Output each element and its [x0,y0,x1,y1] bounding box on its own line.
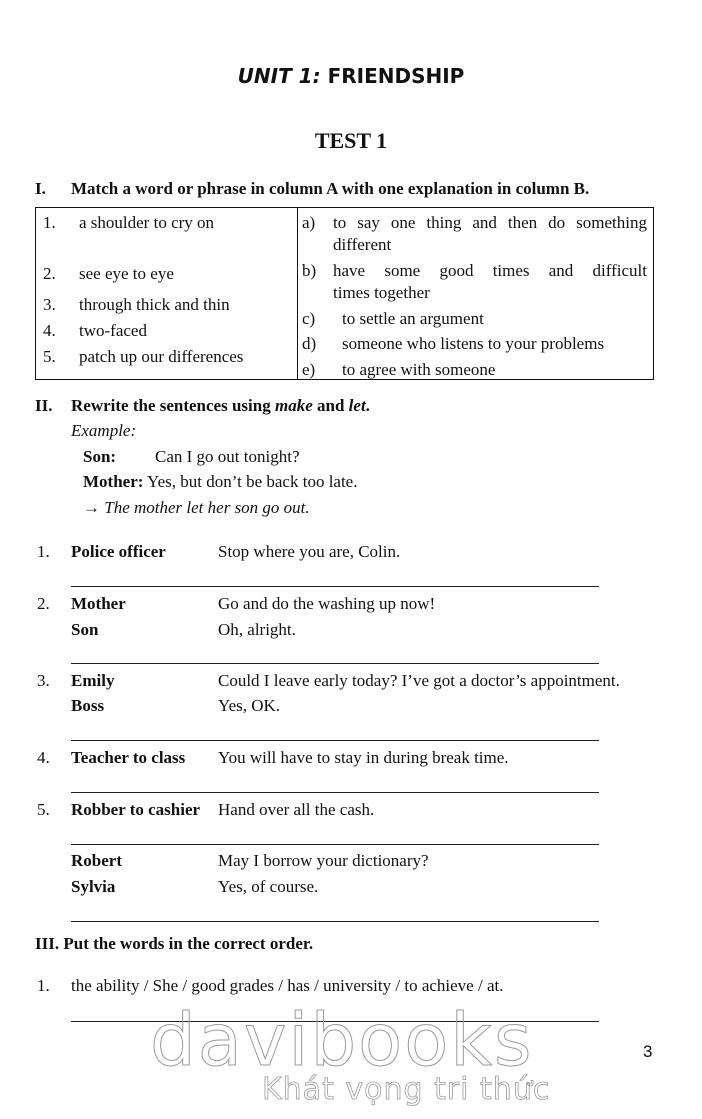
section-1-instruction: Match a word or phrase in column A with one explanation in column B. [71,179,590,198]
example-line [83,472,357,492]
test-title: TEST 1 [314,128,388,153]
matching-table [35,207,654,380]
item-text: two-faced [79,321,147,340]
item-number: 3. [43,295,56,314]
section-3-instruction: Put the words in the correct order. [63,934,314,953]
column-b-item [302,333,647,355]
answer-line[interactable] [71,792,599,793]
dialogue-line: Could I leave early today? I’ve got a doctor’s appointment. [218,671,620,690]
dialogue-speaker: Son [71,620,99,639]
column-b-item [302,359,647,381]
section-3-number: III. [35,934,60,953]
item-letter: a) [302,213,316,232]
item-text: to settle an argument [342,309,484,328]
item-text: see eye to eye [79,264,174,283]
question-number: 3. [37,671,50,690]
item-text: to agree with someone [342,360,496,379]
question-number: 1. [37,976,50,995]
instruction-text: and [312,396,349,415]
instruction-text: Rewrite the sentences using [71,396,275,415]
column-b-item [302,212,647,256]
example-label: Example: [71,421,137,440]
example-answer: → The mother let her son go out. [83,498,310,517]
question-number: 1. [37,542,50,561]
item-letter: c) [302,309,316,328]
example-text: Yes, but don’t be back too late. [147,472,358,491]
item-text: a shoulder to cry on [79,213,215,232]
dialogue-speaker: Sylvia [71,877,116,896]
example-line [83,447,299,467]
section-1-heading [35,179,589,199]
watermark-slogan: Khát vọng tri thức [262,1072,551,1107]
dialogue-line: Hand over all the cash. [218,800,375,819]
unit-prefix: UNIT 1: [237,64,321,88]
dialogue-line: Yes, OK. [218,696,281,715]
section-1-number: I. [35,179,46,198]
dialogue-line: Stop where you are, Colin. [218,542,401,561]
dialogue-speaker: Robert [71,851,122,870]
answer-line[interactable] [71,844,599,845]
unit-name: FRIENDSHIP [327,64,465,88]
dialogue-speaker: Emily [71,671,115,690]
instruction-keyword-let: let [348,396,366,415]
item-number: 1. [43,213,56,232]
section-2-heading [35,396,370,416]
dialogue-line: Oh, alright. [218,620,296,639]
item-letter: d) [302,334,317,353]
example-text: Can I go out tonight? [155,447,300,466]
answer-line[interactable] [71,921,599,922]
dialogue-line: Yes, of course. [218,877,319,896]
item-number: 2. [43,264,56,283]
question-number: 2. [37,594,50,613]
answer-line[interactable] [71,740,599,741]
column-b-item [302,260,647,304]
scrambled-words: the ability / She / good grades / has / university / to achieve / at. [71,976,504,995]
answer-line[interactable] [71,586,599,587]
item-text: have some good times and difficult [333,261,647,280]
dialogue-line: May I borrow your dictionary? [218,851,429,870]
dialogue-speaker: Teacher to class [71,748,186,767]
question-number: 4. [37,748,50,767]
section-3-heading [35,934,313,954]
item-letter: e) [302,360,316,379]
dialogue-speaker: Robber to cashier [71,800,201,819]
question-number: 5. [37,800,50,819]
column-b-item [302,308,647,330]
instruction-keyword-make: make [274,396,313,415]
item-text-cont: times together [333,283,430,302]
dialogue-speaker: Police officer [71,542,166,561]
instruction-text: . [365,396,370,415]
dialogue-speaker: Mother [71,594,126,613]
watermark-logo: davibooks [150,998,534,1082]
column-divider [297,208,298,379]
item-text: patch up our differences [79,347,244,366]
dialogue-line: You will have to stay in during break time. [218,748,509,767]
dialogue-speaker: Boss [71,696,105,715]
unit-title [0,64,702,88]
section-2-number: II. [35,396,53,415]
item-letter: b) [302,261,317,280]
dialogue-line: Go and do the washing up now! [218,594,436,613]
item-text: through thick and thin [79,295,230,314]
item-number: 5. [43,347,56,366]
item-number: 4. [43,321,56,340]
example-speaker: Mother: [83,472,144,491]
answer-line[interactable] [71,663,599,664]
item-text-cont: different [333,235,392,254]
item-text: to say one thing and then do something [333,213,647,232]
item-text: someone who listens to your problems [342,334,605,353]
example-speaker: Son: [83,447,117,466]
page-number: 3 [643,1042,653,1061]
